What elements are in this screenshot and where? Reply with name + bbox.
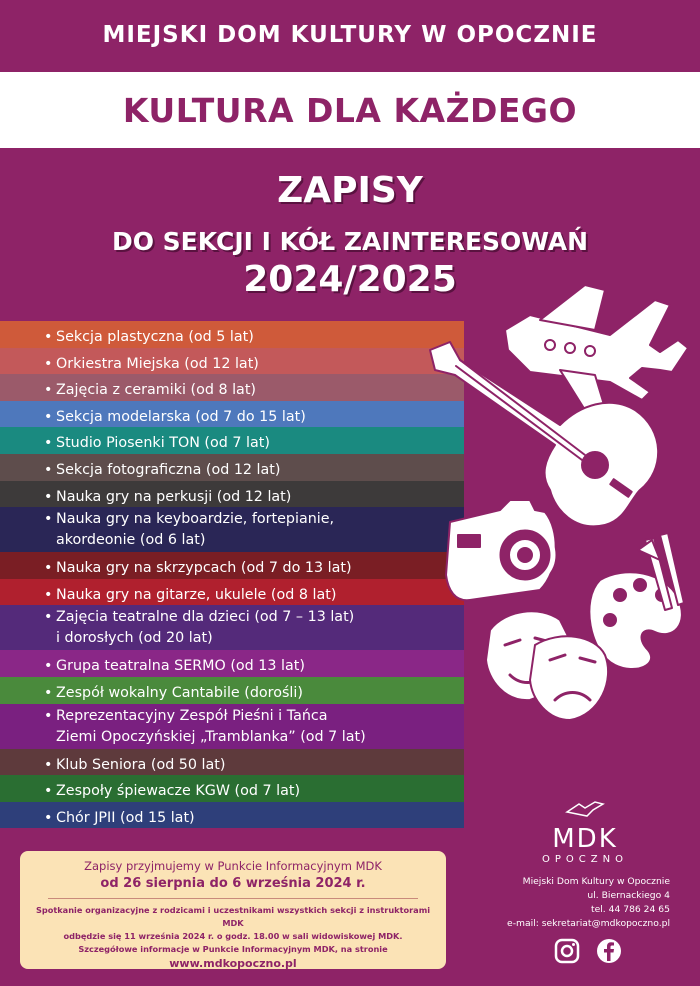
section-label: Klub Seniora (od 50 lat) xyxy=(56,756,226,773)
bullet-icon: • xyxy=(44,382,53,399)
section-label: Grupa teatralna SERMO (od 13 lat) xyxy=(56,658,305,675)
section-item xyxy=(0,749,464,776)
section-label: Sekcja fotograficzna (od 12 lat) xyxy=(56,461,281,478)
section-label: Nauka gry na skrzypcach (od 7 do 13 lat) xyxy=(56,560,352,577)
section-label: Zespoły śpiewacze KGW (od 7 lat) xyxy=(56,783,301,800)
airplane-icon xyxy=(505,285,688,410)
section-item xyxy=(0,552,464,579)
bullet-icon: • xyxy=(44,355,53,372)
info-divider xyxy=(48,898,418,899)
section-item xyxy=(0,401,464,428)
section-item xyxy=(0,507,464,552)
section-label: Orkiestra Miejska (od 12 lat) xyxy=(56,355,259,372)
bullet-icon: • xyxy=(44,809,53,826)
bullet-icon: • xyxy=(44,609,53,626)
section-label: Nauka gry na perkusji (od 12 lat) xyxy=(56,488,292,505)
section-item xyxy=(0,348,464,375)
bullet-icon: • xyxy=(44,707,53,724)
bullet-icon: • xyxy=(44,435,53,452)
organization-title: MIEJSKI DOM KULTURY W OPOCZNIE xyxy=(102,22,598,48)
palette-icon xyxy=(589,533,684,669)
bullet-icon: • xyxy=(44,658,53,675)
theater-masks-icon xyxy=(486,611,608,720)
enrollment-info-box xyxy=(20,851,446,969)
mdk-logo xyxy=(530,798,640,868)
contact-block xyxy=(507,875,670,931)
section-item xyxy=(0,374,464,401)
section-item xyxy=(0,677,464,704)
section-label: Reprezentacyjny Zespół Pieśni i Tańca Ziemi Opoczyńskiej „Tramblanka” (od 7 lat) xyxy=(56,707,366,745)
section-label: Nauka gry na keyboardzie, fortepianie, akordeonie (od 6 lat) xyxy=(56,511,335,549)
contact-phone: tel. 44 786 24 65 xyxy=(590,904,670,915)
section-label: Zajęcia teatralne dla dzieci (od 7 – 13 lat) i dorosłych (od 20 lat) xyxy=(56,609,355,647)
section-item xyxy=(0,454,464,481)
contact-name: Miejski Dom Kultury w Opocznie xyxy=(522,876,670,887)
bullet-icon: • xyxy=(44,329,53,345)
section-item xyxy=(0,775,464,802)
headline-zapisy: ZAPISY xyxy=(277,170,423,211)
section-item xyxy=(0,704,464,749)
info-dates: od 26 sierpnia do 6 września 2024 r. xyxy=(100,876,366,891)
bullet-icon: • xyxy=(44,560,53,577)
info-details: Szczegółowe informacje w Punkcie Informacyjnym MDK, na stronie xyxy=(78,944,388,954)
activity-illustrations xyxy=(410,260,700,720)
slogan-banner: KULTURA DLA KAŻDEGO xyxy=(0,72,700,148)
sections-list xyxy=(0,321,464,828)
bullet-icon: • xyxy=(44,756,53,773)
section-item xyxy=(0,802,464,829)
section-item xyxy=(0,427,464,454)
section-item xyxy=(0,321,464,348)
info-meeting-2: odbędzie się 11 września 2024 r. o godz. 18.00 w sali widowiskowej MDK. xyxy=(63,931,403,941)
info-meeting-1: Spotkanie organizacyjne z rodzicami i uczestnikami wszystkich sekcji z instruktorami MDK xyxy=(35,905,431,928)
contact-street: ul. Biernackiego 4 xyxy=(587,890,670,901)
section-item xyxy=(0,605,464,650)
instagram-icon[interactable] xyxy=(552,936,582,966)
section-label: Nauka gry na gitarze, ukulele (od 8 lat) xyxy=(56,586,337,603)
bullet-icon: • xyxy=(44,488,53,505)
facebook-icon[interactable] xyxy=(594,936,624,966)
info-location: Zapisy przyjmujemy w Punkcie Informacyjnym MDK xyxy=(84,859,382,873)
bullet-icon: • xyxy=(44,511,53,528)
bullet-icon: • xyxy=(44,408,53,425)
contact-email[interactable]: e-mail: sekretariat@mdkopoczno.pl xyxy=(507,918,670,929)
headline-season: 2024/2025 xyxy=(243,259,457,300)
section-label: Sekcja modelarska (od 7 do 15 lat) xyxy=(56,408,306,425)
camera-icon xyxy=(446,500,556,600)
bullet-icon: • xyxy=(44,461,53,478)
section-label: Sekcja plastyczna (od 5 lat) xyxy=(56,329,254,345)
section-item xyxy=(0,650,464,677)
bullet-icon: • xyxy=(44,684,53,701)
section-label: Studio Piosenki TON (od 7 lat) xyxy=(56,435,270,452)
section-item xyxy=(0,579,464,606)
logo-city: OPOCZNO xyxy=(542,854,628,865)
section-item xyxy=(0,481,464,508)
logo-name: MDK xyxy=(552,824,618,854)
section-label: Chór JPII (od 15 lat) xyxy=(56,809,195,826)
website-link[interactable]: www.mdkopoczno.pl xyxy=(169,957,297,970)
section-label: Zespół wokalny Cantabile (dorośli) xyxy=(56,684,303,701)
headline-subtitle: DO SEKCJI I KÓŁ ZAINTERESOWAŃ xyxy=(111,227,589,256)
section-label: Zajęcia z ceramiki (od 8 lat) xyxy=(56,382,257,399)
bullet-icon: • xyxy=(44,586,53,603)
bullet-icon: • xyxy=(44,783,53,800)
logo-bird-icon xyxy=(565,798,605,820)
